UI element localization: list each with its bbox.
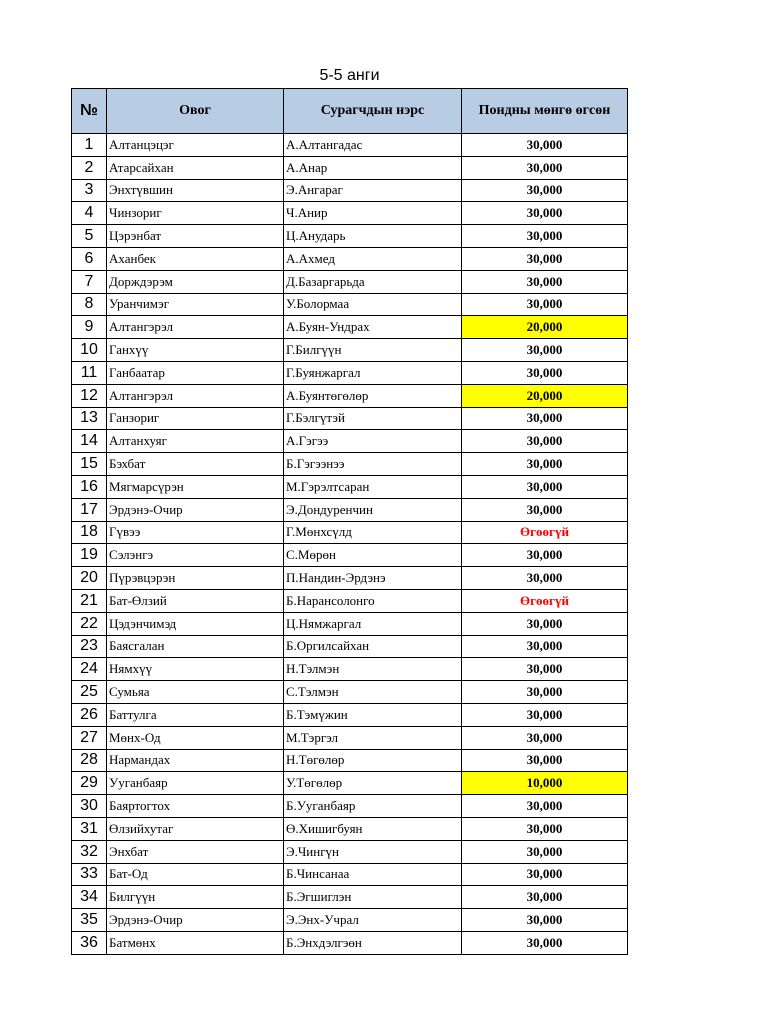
- fund-amount-cell: 30,000: [462, 681, 628, 704]
- row-number: 8: [72, 293, 107, 316]
- last-name-cell: Эрдэнэ-Очир: [107, 909, 284, 932]
- last-name-cell: Ганбаатар: [107, 361, 284, 384]
- table-row: [72, 931, 628, 954]
- student-name-cell: Б.Тэмүжин: [284, 703, 462, 726]
- table-row: [72, 886, 628, 909]
- student-name-cell: А.Алтангадас: [284, 134, 462, 157]
- fund-amount-cell: 30,000: [462, 817, 628, 840]
- table-row: [72, 361, 628, 384]
- fund-amount-cell: 30,000: [462, 886, 628, 909]
- table-row: [72, 635, 628, 658]
- row-number: 16: [72, 475, 107, 498]
- last-name-cell: Баясгалан: [107, 635, 284, 658]
- table-row: [72, 658, 628, 681]
- table-row: [72, 795, 628, 818]
- fund-amount-cell: 30,000: [462, 430, 628, 453]
- student-name-cell: А.Гэгээ: [284, 430, 462, 453]
- student-name-cell: Б.Эгшиглэн: [284, 886, 462, 909]
- table-row: [72, 316, 628, 339]
- table-row: [72, 772, 628, 795]
- last-name-cell: Баттулга: [107, 703, 284, 726]
- fund-amount-cell: 30,000: [462, 407, 628, 430]
- last-name-cell: Алтангэрэл: [107, 384, 284, 407]
- fund-amount-cell: 20,000: [462, 384, 628, 407]
- student-name-cell: Б.Энхдэлгэөн: [284, 931, 462, 954]
- table-row: [72, 840, 628, 863]
- last-name-cell: Бэхбат: [107, 453, 284, 476]
- row-number: 35: [72, 909, 107, 932]
- row-number: 11: [72, 361, 107, 384]
- row-number: 21: [72, 589, 107, 612]
- page-title: 5-5 анги: [319, 67, 380, 84]
- row-number: 10: [72, 339, 107, 362]
- row-number: 23: [72, 635, 107, 658]
- row-number: 14: [72, 430, 107, 453]
- student-fund-table: [71, 88, 628, 955]
- student-name-cell: Н.Төгөлөр: [284, 749, 462, 772]
- row-number: 34: [72, 886, 107, 909]
- student-name-cell: П.Нандин-Эрдэнэ: [284, 567, 462, 590]
- fund-amount-cell: 30,000: [462, 795, 628, 818]
- fund-amount-cell: 30,000: [462, 635, 628, 658]
- last-name-cell: Ганзориг: [107, 407, 284, 430]
- student-name-cell: Б.Ууганбаяр: [284, 795, 462, 818]
- student-name-cell: А.Ахмед: [284, 247, 462, 270]
- fund-amount-cell: 30,000: [462, 293, 628, 316]
- last-name-cell: Алтанцэцэг: [107, 134, 284, 157]
- table-row: [72, 521, 628, 544]
- last-name-cell: Пүрэвцэрэн: [107, 567, 284, 590]
- row-number: 30: [72, 795, 107, 818]
- fund-amount-cell: 30,000: [462, 544, 628, 567]
- table-body: [72, 134, 628, 955]
- table-row: [72, 749, 628, 772]
- row-number: 15: [72, 453, 107, 476]
- table-row: [72, 156, 628, 179]
- row-number: 12: [72, 384, 107, 407]
- row-number: 9: [72, 316, 107, 339]
- student-name-cell: Г.Билгүүн: [284, 339, 462, 362]
- row-number: 4: [72, 202, 107, 225]
- last-name-cell: Цэдэнчимэд: [107, 612, 284, 635]
- header-number: №: [72, 89, 107, 134]
- student-name-cell: Э.Ангараг: [284, 179, 462, 202]
- fund-amount-cell: 30,000: [462, 156, 628, 179]
- table-row: [72, 293, 628, 316]
- table-header: [72, 89, 628, 134]
- table-row: [72, 817, 628, 840]
- fund-amount-cell: 30,000: [462, 612, 628, 635]
- row-number: 28: [72, 749, 107, 772]
- last-name-cell: Алтанхуяг: [107, 430, 284, 453]
- last-name-cell: Баяртогтох: [107, 795, 284, 818]
- table-row: [72, 863, 628, 886]
- student-name-cell: Э.Энх-Учрал: [284, 909, 462, 932]
- table-row: [72, 909, 628, 932]
- fund-amount-cell: 30,000: [462, 749, 628, 772]
- last-name-cell: Өлзийхутаг: [107, 817, 284, 840]
- student-name-cell: А.Анар: [284, 156, 462, 179]
- table-row: [72, 475, 628, 498]
- last-name-cell: Ганхүү: [107, 339, 284, 362]
- row-number: 17: [72, 498, 107, 521]
- table-row: [72, 202, 628, 225]
- row-number: 27: [72, 726, 107, 749]
- table-row: [72, 407, 628, 430]
- student-name-cell: С.Мөрөн: [284, 544, 462, 567]
- fund-amount-cell: 30,000: [462, 726, 628, 749]
- last-name-cell: Бат-Од: [107, 863, 284, 886]
- last-name-cell: Чинзориг: [107, 202, 284, 225]
- fund-amount-cell: 30,000: [462, 931, 628, 954]
- row-number: 1: [72, 134, 107, 157]
- last-name-cell: Нямхүү: [107, 658, 284, 681]
- student-name-cell: М.Тэргэл: [284, 726, 462, 749]
- last-name-cell: Гүвээ: [107, 521, 284, 544]
- last-name-cell: Сумьяа: [107, 681, 284, 704]
- table-row: [72, 498, 628, 521]
- student-name-cell: Э.Дондуренчин: [284, 498, 462, 521]
- fund-amount-cell: 30,000: [462, 909, 628, 932]
- student-name-cell: Д.Базаргарьда: [284, 270, 462, 293]
- fund-amount-cell: 20,000: [462, 316, 628, 339]
- table-row: [72, 612, 628, 635]
- table-row: [72, 247, 628, 270]
- last-name-cell: Мягмарсүрэн: [107, 475, 284, 498]
- fund-amount-cell: 30,000: [462, 202, 628, 225]
- last-name-cell: Дорждэрэм: [107, 270, 284, 293]
- table-row: [72, 453, 628, 476]
- last-name-cell: Аханбек: [107, 247, 284, 270]
- fund-amount-cell: 30,000: [462, 179, 628, 202]
- row-number: 2: [72, 156, 107, 179]
- last-name-cell: Цэрэнбат: [107, 225, 284, 248]
- student-name-cell: Г.Буянжаргал: [284, 361, 462, 384]
- fund-amount-cell: 30,000: [462, 270, 628, 293]
- fund-amount-cell: 30,000: [462, 247, 628, 270]
- student-name-cell: Б.Нарансолонго: [284, 589, 462, 612]
- row-number: 25: [72, 681, 107, 704]
- last-name-cell: Батмөнх: [107, 931, 284, 954]
- student-name-cell: Б.Гэгээнээ: [284, 453, 462, 476]
- fund-amount-cell: 30,000: [462, 361, 628, 384]
- table-row: [72, 339, 628, 362]
- row-number: 26: [72, 703, 107, 726]
- fund-amount-cell: 30,000: [462, 840, 628, 863]
- student-name-cell: А.Буян-Ундрах: [284, 316, 462, 339]
- fund-amount-cell: 30,000: [462, 225, 628, 248]
- student-name-cell: М.Гэрэлтсаран: [284, 475, 462, 498]
- table-row: [72, 430, 628, 453]
- student-name-cell: Ч.Анир: [284, 202, 462, 225]
- fund-amount-cell: 30,000: [462, 453, 628, 476]
- fund-amount-cell: 30,000: [462, 339, 628, 362]
- last-name-cell: Сэлэнгэ: [107, 544, 284, 567]
- row-number: 5: [72, 225, 107, 248]
- table-row: [72, 384, 628, 407]
- fund-amount-cell: 30,000: [462, 863, 628, 886]
- fund-amount-cell: 10,000: [462, 772, 628, 795]
- row-number: 36: [72, 931, 107, 954]
- row-number: 20: [72, 567, 107, 590]
- table-row: [72, 726, 628, 749]
- student-name-cell: А.Буянтөгөлөр: [284, 384, 462, 407]
- student-name-cell: Г.Мөнхсүлд: [284, 521, 462, 544]
- last-name-cell: Уранчимэг: [107, 293, 284, 316]
- fund-amount-cell: Өгөөгүй: [462, 589, 628, 612]
- student-name-cell: Ө.Хишигбуян: [284, 817, 462, 840]
- student-name-cell: Ц.Нямжаргал: [284, 612, 462, 635]
- row-number: 18: [72, 521, 107, 544]
- table-row: [72, 270, 628, 293]
- table-row: [72, 544, 628, 567]
- table-row: [72, 134, 628, 157]
- student-name-cell: Э.Чингүн: [284, 840, 462, 863]
- fund-amount-cell: 30,000: [462, 134, 628, 157]
- table-row: [72, 703, 628, 726]
- row-number: 29: [72, 772, 107, 795]
- row-number: 24: [72, 658, 107, 681]
- fund-amount-cell: 30,000: [462, 475, 628, 498]
- row-number: 7: [72, 270, 107, 293]
- fund-amount-cell: 30,000: [462, 703, 628, 726]
- student-name-cell: У.Болормаа: [284, 293, 462, 316]
- last-name-cell: Энхбат: [107, 840, 284, 863]
- row-number: 31: [72, 817, 107, 840]
- student-name-cell: Н.Тэлмэн: [284, 658, 462, 681]
- fund-amount-cell: 30,000: [462, 498, 628, 521]
- row-number: 13: [72, 407, 107, 430]
- header-last-name: Овог: [107, 89, 284, 134]
- last-name-cell: Мөнх-Од: [107, 726, 284, 749]
- student-name-cell: Б.Чинсанаа: [284, 863, 462, 886]
- table-row: [72, 567, 628, 590]
- student-name-cell: Ц.Анударь: [284, 225, 462, 248]
- last-name-cell: Алтангэрэл: [107, 316, 284, 339]
- fund-amount-cell: 30,000: [462, 658, 628, 681]
- table-row: [72, 179, 628, 202]
- row-number: 3: [72, 179, 107, 202]
- fund-amount-cell: Өгөөгүй: [462, 521, 628, 544]
- last-name-cell: Эрдэнэ-Очир: [107, 498, 284, 521]
- last-name-cell: Билгүүн: [107, 886, 284, 909]
- header-student-name: Сурагчдын нэрс: [284, 89, 462, 134]
- row-number: 22: [72, 612, 107, 635]
- row-number: 32: [72, 840, 107, 863]
- row-number: 33: [72, 863, 107, 886]
- last-name-cell: Нармандах: [107, 749, 284, 772]
- header-row: [72, 89, 628, 134]
- fund-amount-cell: 30,000: [462, 567, 628, 590]
- table-row: [72, 681, 628, 704]
- student-name-cell: Б.Оргилсайхан: [284, 635, 462, 658]
- last-name-cell: Энхтүвшин: [107, 179, 284, 202]
- student-name-cell: У.Төгөлөр: [284, 772, 462, 795]
- row-number: 6: [72, 247, 107, 270]
- header-fund-paid: Пондны мөнгө өгсөн: [462, 89, 628, 134]
- student-name-cell: С.Тэлмэн: [284, 681, 462, 704]
- last-name-cell: Ууганбаяр: [107, 772, 284, 795]
- table-row: [72, 225, 628, 248]
- student-name-cell: Г.Бэлгүтэй: [284, 407, 462, 430]
- last-name-cell: Бат-Өлзий: [107, 589, 284, 612]
- table-row: [72, 589, 628, 612]
- last-name-cell: Атарсайхан: [107, 156, 284, 179]
- row-number: 19: [72, 544, 107, 567]
